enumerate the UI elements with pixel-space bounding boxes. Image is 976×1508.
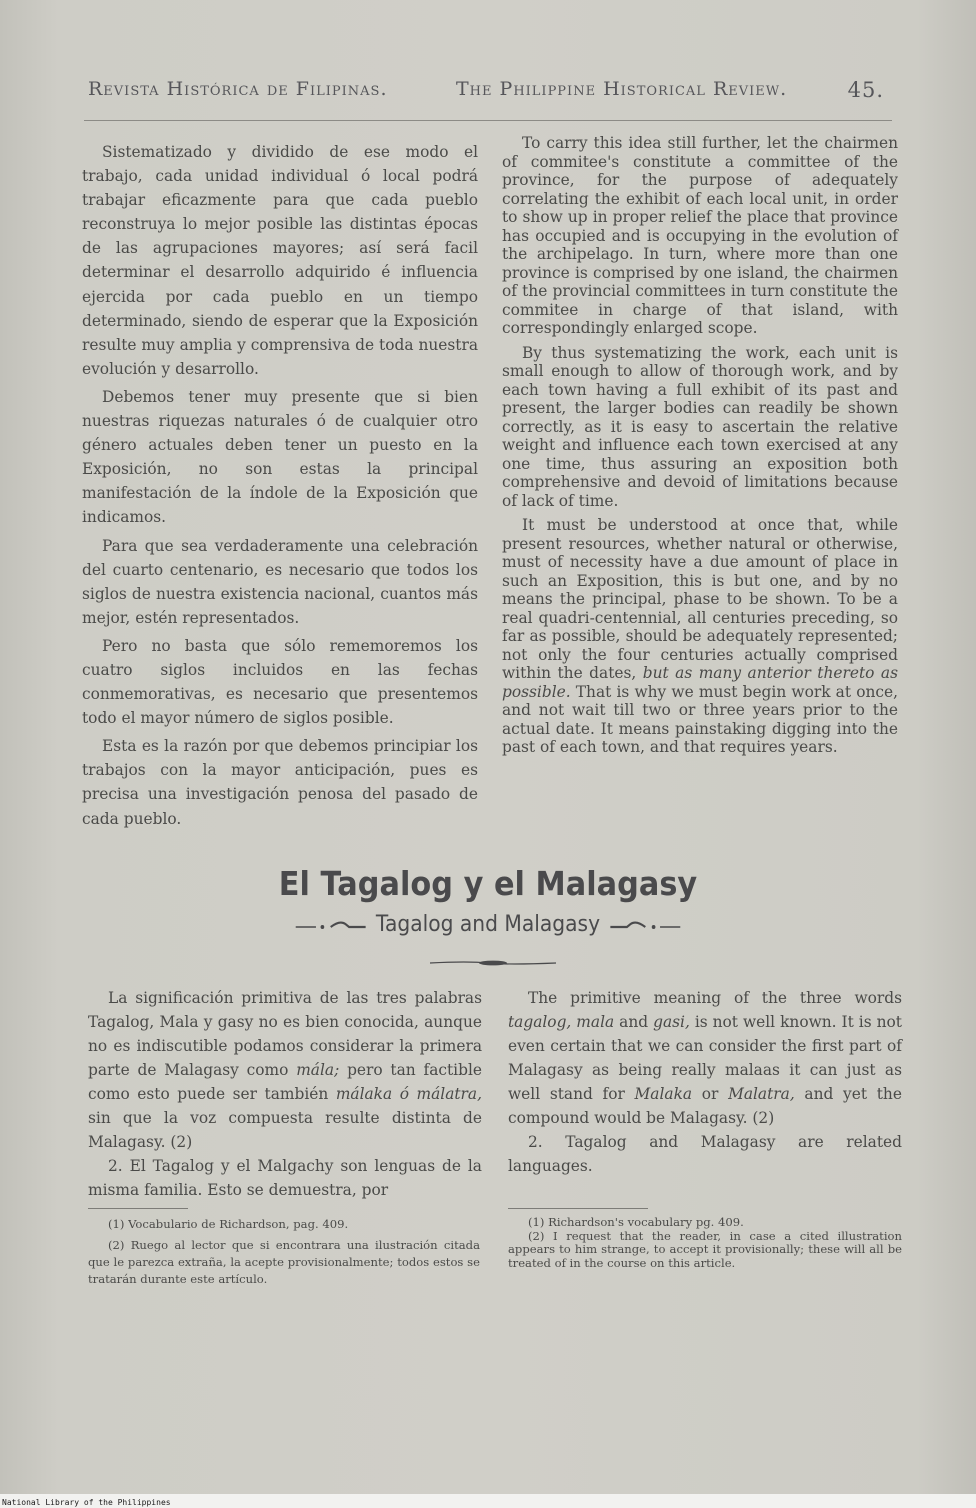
article-subtitle: Tagalog and Malagasy (375, 912, 601, 937)
english-footnote: (1) Richardson's vocabulary pg. 409. (528, 1215, 744, 1229)
english-paragraph: 2. Tagalog and Malagasy are related languages. (508, 1133, 902, 1175)
english-text: It must be understood at once that, while present resources, whether natural or otherwise, must of necessity have a due amount of place in such an Exposition, this is but one, and by no means the principal, phase to be shown. To be a real quadri-centennial, all centuries preceding, so far as possible, should be adequately represented; not only the four centuries actually comprised within the dates, (502, 516, 898, 682)
english-paragraph (502, 516, 898, 757)
spanish-italic-text: mála; (296, 1061, 340, 1079)
spanish-text: La significación primitiva de las tres palabras Tagalog, Mala y gasy no es bien conocida, aunque no es indiscutible podamos considerar la primera parte de Malagasy como (88, 989, 482, 1079)
english-footnote: (2) I request that the reader, in case a cited illustration appears to him strange, to accept it provisionally; these will all be treated of in the course on this article. (508, 1228, 902, 1270)
spanish-paragraph: Sistematizado y dividido de ese modo el trabajo, cada unidad individual ó local podrá trabajar eficazmente para que cada pueblo reconstruya lo mejor posible las distintas épocas de las agrupaciones mayores; así será facil determinar el desarrollo adquirido é influencia ejercida por cada pueblo en un tiempo determinado, siendo de esperar que la Exposición resulte muy amplia y comprensiva de toda nuestra evolución y desarrollo. (82, 143, 478, 378)
english-italic-text: gasi, (653, 1013, 690, 1031)
left-flourish-ornament (292, 917, 369, 933)
english-italic-text: but as many anterior thereto as possible. (502, 664, 898, 701)
spanish-column-top (82, 140, 478, 831)
article-subtitle-line (39, 912, 937, 937)
spanish-paragraph: Pero no basta que sólo rememoremos los cuatro siglos incluidos en las fechas conmemorativas, es necesario que presentemos todo el mayor número de siglos posible. (82, 636, 478, 728)
spanish-column-bottom (88, 986, 482, 1202)
spanish-footnote: (2) Ruego al lector que si encontrara una ilustración citada que le parezca extraña, la acepte provisionalmente; todos estos se tratarán durante este artículo. (88, 1238, 480, 1286)
english-text: The primitive meaning of the three words (528, 989, 902, 1007)
spanish-paragraph: Para que sea verdaderamente una celebración del cuarto centenario, es necesario que todos los siglos de nuestra existencia nacional, cuantos más mejor, estén representados. (82, 536, 478, 627)
english-text: and (619, 1013, 649, 1031)
header-spanish-title: Revista Histórica de Filipinas. (88, 78, 388, 100)
header-rule (84, 120, 892, 121)
spanish-paragraph (88, 986, 482, 1154)
english-paragraph (508, 986, 902, 1130)
spanish-paragraph: Debemos tener muy presente que si bien nuestras riquezas naturales ó de cualquier otro género actuales deben tener un puesto en la Exposición, no son estas la principal manifestación de la índole de la Exposición que indicamos. (82, 387, 478, 527)
english-italic-text: Malaka (634, 1085, 693, 1103)
english-paragraph: By thus systematizing the work, each unit is small enough to allow of thorough work, and by each town having a full exhibit of its past and present, the larger bodies can readily be shown correctly, as it is easy to ascertain the relative weight and influence each town exercised at any one time, thus assuring an exposition both comprehensive and devoid of limitations because of lack of time. (502, 343, 898, 510)
header-english-title: The Philippine Historical Review. (456, 78, 788, 100)
page-number: 45. (847, 78, 884, 102)
spanish-paragraph: Esta es la razón por que debemos principiar los trabajos con la mayor anticipación, pues es precisa una investigación penosa del pasado de cada pueblo. (82, 737, 478, 828)
library-credit: National Library of the Philippines (2, 1498, 171, 1507)
right-flourish-ornament (607, 917, 684, 933)
spanish-text: pero tan factible como esto puede ser también (88, 1061, 482, 1103)
spanish-italic-text: málaka ó málatra, (335, 1085, 482, 1103)
english-footnote-rule (508, 1208, 648, 1209)
running-header (88, 78, 884, 108)
spanish-footnote: (1) Vocabulario de Richardson, pag. 409. (108, 1217, 349, 1231)
english-paragraph: To carry this idea still further, let the chairmen of commitee's constitute a committee of the province, for the purpose of adequately correlating the exhibit of each local unit, in order to show up in proper relief the place that province has occupied and is occupying in the evolution of the archipelago. In turn, where more than one province is comprised by one island, the chairmen of the provincial committees in turn constitute the commitee in charge of that island, with correspondingly enlarged scope. (502, 134, 898, 337)
spanish-footnote-rule (88, 1208, 188, 1209)
section-divider-ornament (428, 958, 558, 968)
english-italic-text: tagalog, mala (508, 1013, 615, 1031)
english-column-top (502, 134, 898, 757)
english-italic-text: Malatra, (728, 1085, 795, 1103)
english-footnotes (508, 1216, 902, 1270)
english-text: That is why we must begin work at once, and not wait till two or three years prior to the actual date. It means painstaking digging into the past of each town, and that requires years. (502, 682, 898, 756)
spanish-footnotes (88, 1216, 480, 1288)
english-text: and yet the compound would be Malagasy. (2) (508, 1085, 902, 1127)
article-title: El Tagalog y el Malagasy (278, 864, 698, 903)
spanish-paragraph: 2. El Tagalog y el Malgachy son lenguas de la misma familia. Esto se demuestra, por (88, 1157, 482, 1199)
spanish-text: sin que la voz compuesta resulte distinta de Malagasy. (2) (88, 1109, 482, 1151)
english-text: or (701, 1085, 719, 1103)
english-column-bottom (508, 986, 902, 1178)
english-text: is not well known. It is not even certain that we can consider the first part of Malagasy as being really malaas it can just as well stand for (508, 1013, 902, 1103)
